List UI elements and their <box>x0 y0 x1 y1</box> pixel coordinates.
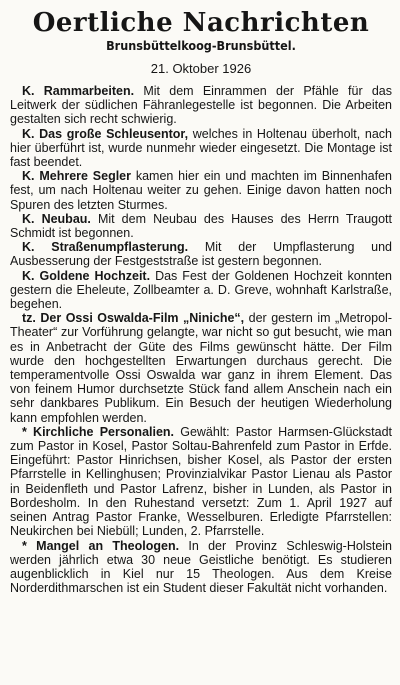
article-body: der gestern im „Metropol-Theater“ zur Vorführung gelangte, war nicht so gut besucht, wie man es in Anbetracht der Güte des Films gewünscht hätte. Der Film wurde den hochgestellten Erwartungen durchaus gerecht. Die temperamentvolle Ossi Oswalda war ganz in ihrem Element. Das von feinem Humor durchsetzte Stück fand allem Anschein nach ein sehr dankbares Publikum. Ein Besuch der heutigen Wiederholung kann empfohlen werden. <box>10 311 392 425</box>
article-body: Das Fest der Goldenen Hochzeit konnten gestern die Eheleute, Zollbeamter a. D. Greve, wohnhaft Karlstraße, begehen. <box>10 268 393 312</box>
article-body: welches in Holtenau überholt, nach hier überführt ist, wurde nunmehr wieder eingesetzt. Die Montage ist fast beendet. <box>10 126 392 170</box>
article-headline: K. Mehrere Segler <box>22 169 131 184</box>
article-headline: tz. Der Ossi Oswalda-Film „Niniche“, <box>22 311 245 326</box>
article-body: Mit dem Einrammen der Pfähle für das Leitwerk der südlichen Fähranlegestelle ist begonnen. Die Arbeiten gestalten sich recht schwierig. <box>10 84 393 127</box>
article-headline: K. Das große Schleusentor, <box>22 126 189 141</box>
article-body: Mit der Umpflasterung und Ausbesserung der Festgeststraße ist gestern begonnen. <box>10 240 393 269</box>
article-film <box>10 311 392 425</box>
article-headline: * Mangel an Theologen. <box>22 538 180 553</box>
article-kirchliche-personalien <box>10 425 392 539</box>
article-headline: K. Rammarbeiten. <box>22 84 135 98</box>
article-rammarbeiten <box>10 84 392 127</box>
article-body: Gewählt: Pastor Harmsen-Glückstadt zum Pastor in Kosel, Pastor Soltau-Bahrenfeld zum Pastor in Erfde. Eingeführt: Pastor Hinrichsen, bisher Kosel, als Pastor der ersten Pfarrstelle in Kellinghusen; Provinzialvikar Pastor Lienau als Pastor in Beidenfleth und Pastor Lafrenz, bisher in Lunden, als Pastor in Bordesholm. In den Ruhestand versetzt: Zum 1. April 1927 auf seinen Antrag Pastor Franke, Wesselburen. Erledigte Pfarrstellen: Neukirchen bei Niebüll; Lunden, 2. Pfarrstelle. <box>10 424 392 539</box>
article-body: In der Provinz Schleswig-Holstein werden jährlich etwa 30 neue Geistliche benötigt. Es studieren augenblicklich in Kiel nur 15 Theologen. Aus dem Kreise Norderdithmarschen ist ein Student dieser Fakultät nicht vorhanden. <box>10 538 392 596</box>
article-body: kamen hier ein und machten im Binnenhafen fest, um nach Holtenau weiter zu gehen. Einige davon hatten noch Spuren des letzten Sturmes. <box>10 169 392 212</box>
article-strassenumpflasterung <box>10 240 392 268</box>
article-mangel-an-theologen <box>10 539 392 596</box>
article-goldene-hochzeit <box>10 269 392 312</box>
article-headline: K. Goldene Hochzeit. <box>22 268 151 283</box>
article-schleusentor <box>10 127 392 170</box>
article-headline: K. Straßenumpflasterung. <box>22 240 189 255</box>
issue-date: 21. Oktober 1926 <box>150 61 252 76</box>
article-headline: K. Neubau. <box>22 211 91 226</box>
section-subtitle: Brunsbüttelkoog-Brunsbüttel. <box>106 38 296 53</box>
article-headline: * Kirchliche Personalien. <box>22 424 175 439</box>
article-body: Mit dem Neubau des Hauses des Herrn Traugott Schmidt ist begonnen. <box>10 211 392 241</box>
section-title: Oertliche Nachrichten <box>32 8 370 38</box>
article-segler <box>10 169 392 212</box>
article-neubau <box>10 212 392 240</box>
